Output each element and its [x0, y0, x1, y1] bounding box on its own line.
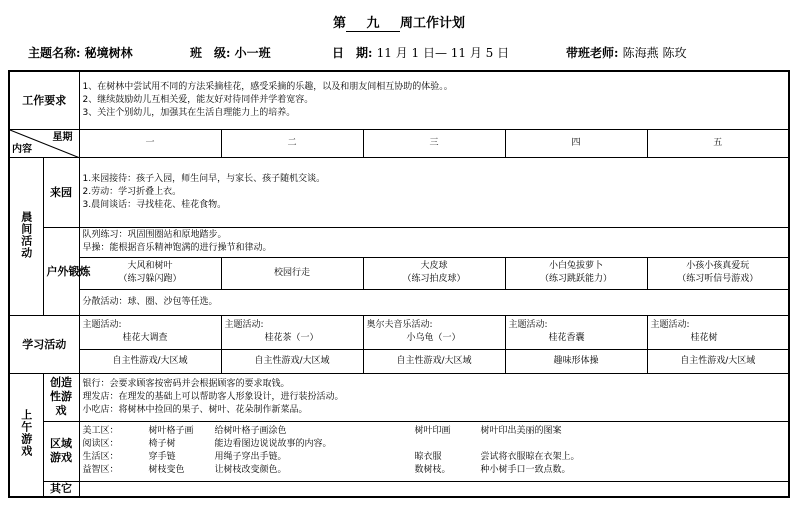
creative-game-content — [79, 373, 789, 421]
study-theme-row — [9, 315, 789, 349]
theme-value: 秘境树林 — [84, 46, 133, 60]
outdoor-lines — [79, 227, 789, 257]
date-value: 11 月 1 日— 11 月 5 日 — [376, 46, 510, 60]
other-label: 其它 — [43, 481, 79, 497]
zone-game-content — [79, 421, 789, 481]
requirements-content — [79, 71, 789, 129]
outdoor-label: 户外锻炼 — [43, 227, 79, 315]
theme-info — [28, 44, 133, 61]
arrival-item: 3.晨间谈话：寻找桂花、桂花食物。 — [82, 199, 227, 210]
outdoor-line: 队列练习：巩固围圈站和原地踏步。 — [82, 230, 227, 240]
creative-item: 银行：会要求顾客按密码并会根据顾客的要求取钱。 — [82, 378, 290, 389]
zone-line: 美工区： 树叶格子画 给树叶格子画涂色 树叶印画 树叶印出美丽的图案 — [82, 426, 562, 436]
class-value: 小一班 — [234, 46, 271, 60]
teacher-info — [566, 44, 686, 61]
outdoor-day-cell: 校园行走 — [221, 257, 363, 289]
morning-activity-label: 晨间活动 — [9, 157, 43, 315]
requirement-item: 3、关注个别幼儿，加强其在生活自理能力上的培养。 — [82, 107, 296, 118]
creative-item: 小吃店：将树林中捡回的果子、树叶、花朵制作新菜品。 — [82, 404, 308, 415]
corner-weekday-label: 星期 — [52, 131, 73, 143]
zone-game-label: 区域游戏 — [43, 421, 79, 481]
weekday-thursday: 四 — [505, 129, 647, 157]
free-play-cell: 趣味形体操 — [505, 349, 647, 373]
requirement-item: 2、继续鼓励幼儿互相关爱，能友好对待同伴并学着宽容。 — [82, 94, 314, 105]
zone-line: 阅读区： 椅子树 能边看图边说说故事的内容。 — [82, 439, 332, 449]
page-title — [0, 12, 798, 32]
weekly-plan-table — [8, 70, 790, 498]
other-row — [9, 481, 789, 497]
arrival-content — [79, 157, 789, 227]
requirements-label: 工作要求 — [9, 71, 79, 129]
arrival-item: 1.来园接待：孩子入园，师生问早，与家长、孩子随机交谈。 — [82, 173, 326, 184]
outdoor-days-row — [9, 257, 789, 289]
date-label: 日 期: — [332, 46, 373, 60]
outdoor-day-cell: 小孩小孩真爱玩 （练习听信号游戏） — [647, 257, 789, 289]
creative-game-label: 创造性游戏 — [43, 373, 79, 421]
free-play-cell: 自主性游戏/大区域 — [363, 349, 505, 373]
study-theme-cell: 主题活动: 桂花树 — [647, 315, 789, 349]
creative-item: 理发店：在理发的基础上可以帮助客人形象设计，进行装扮活动。 — [82, 391, 344, 402]
free-play-cell: 自主性游戏/大区域 — [221, 349, 363, 373]
outdoor-day-cell: 大风和树叶 （练习躲闪跑） — [79, 257, 221, 289]
theme-label: 主题名称: — [28, 46, 81, 60]
free-play-cell: 自主性游戏/大区域 — [647, 349, 789, 373]
zone-line: 益智区： 树枝变色 让树枝改变颜色。 数树枝。 种小树手口一致点数。 — [82, 465, 571, 475]
header-corner-cell — [9, 129, 79, 157]
arrival-item: 2.劳动：学习折叠上衣。 — [82, 186, 182, 197]
outdoor-lines-row — [9, 227, 789, 257]
weekday-header-row — [9, 129, 789, 157]
free-play-row — [9, 349, 789, 373]
other-content — [79, 481, 789, 497]
arrival-label: 来园 — [43, 157, 79, 227]
requirements-row — [9, 71, 789, 129]
corner-content-label: 内容 — [12, 143, 32, 155]
zone-game-row — [9, 421, 789, 481]
study-theme-cell: 奥尔夫音乐活动: 小乌龟（一） — [363, 315, 505, 349]
class-info — [190, 44, 271, 61]
date-info — [332, 44, 509, 61]
teacher-label: 带班老师: — [566, 46, 619, 60]
title-prefix: 第 — [332, 16, 346, 31]
group-activity-row — [9, 289, 789, 315]
creative-game-row — [9, 373, 789, 421]
class-label: 班 级: — [190, 46, 231, 60]
week-number: 九 — [346, 12, 400, 32]
am-games-label: 上午游戏 — [9, 373, 43, 497]
study-theme-cell: 主题活动: 桂花茶（一） — [221, 315, 363, 349]
weekday-tuesday: 二 — [221, 129, 363, 157]
weekday-wednesday: 三 — [363, 129, 505, 157]
requirement-item: 1、在树林中尝试用不同的方法采摘桂花，感受采摘的乐趣，以及和朋友间相互协助的体验。。 — [82, 81, 453, 92]
teacher-value: 陈海燕 陈玫 — [622, 46, 687, 60]
title-suffix: 周工作计划 — [400, 16, 466, 31]
zone-line: 生活区： 穿手链 用绳子穿出手链。 晾衣服 尝试将衣服晾在衣架上。 — [82, 452, 580, 462]
free-play-cell: 自主性游戏/大区域 — [79, 349, 221, 373]
weekday-friday: 五 — [647, 129, 789, 157]
arrival-row — [9, 157, 789, 227]
study-theme-cell: 主题活动: 桂花香囊 — [505, 315, 647, 349]
outdoor-day-cell: 小白兔拔萝卜 （练习跳跃能力） — [505, 257, 647, 289]
outdoor-day-cell: 大皮球 （练习拍皮球） — [363, 257, 505, 289]
outdoor-line: 早操：能根据音乐精神饱满的进行操节和律动。 — [82, 243, 272, 253]
study-theme-cell: 主题活动: 桂花大调查 — [79, 315, 221, 349]
weekday-monday: 一 — [79, 129, 221, 157]
group-activity: 分散活动：球、圈、沙包等任选。 — [79, 289, 789, 315]
study-label: 学习活动 — [9, 315, 79, 373]
